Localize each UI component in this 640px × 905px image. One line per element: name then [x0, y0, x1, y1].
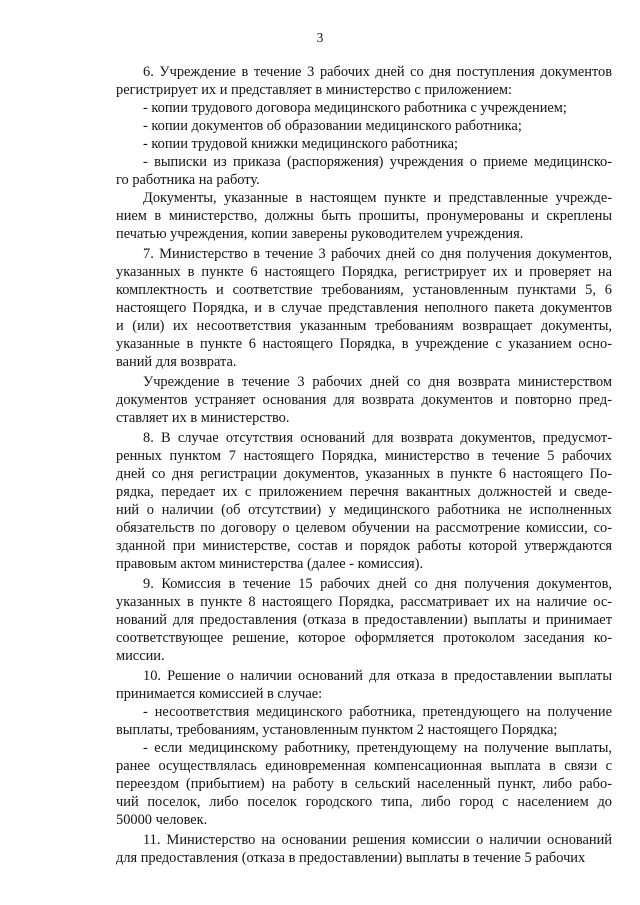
text-line: регистрирует их и представляет в министерство с приложением: — [116, 82, 513, 98]
text-line: принимается комиссией в случае: — [116, 686, 323, 702]
text-line: документов устраняет основания для возврата документов и повторно пред- — [116, 392, 612, 408]
paragraph-p9 — [116, 575, 612, 665]
text-line: зданной при министерстве, состав и порядок работы которой утверждаются — [116, 538, 612, 554]
paragraph-p6 — [116, 63, 612, 99]
text-line: соответствующее решение, которое оформляется протоколом заседания ко- — [116, 630, 612, 646]
text-line: чий поселок, либо поселок городского типа, либо город с населением до — [116, 794, 612, 810]
text-line: го работника на работу. — [116, 172, 260, 188]
text-line: указанных в пункте 8 настоящего Порядка, рассматривает их на наличие ос- — [116, 594, 612, 610]
text-line: указанных в пункте 6 настоящего Порядка, регистрирует их и проверяет на — [116, 264, 612, 280]
text-line: для предоставления (отказа в предоставлении) выплаты в течение 5 рабочих — [116, 850, 586, 866]
text-line: нований для предоставления (отказа в предоставлении) выплаты и принимает — [116, 612, 612, 628]
text-line: 7. Министерство в течение 3 рабочих дней со дня получения документов, — [143, 246, 612, 262]
text-line: нием в министерство, должны быть прошиты, пронумерованы и скреплены — [116, 208, 612, 224]
text-line: обязательств по договору о целевом обучении на рассмотрение комиссии, со- — [116, 520, 612, 536]
paragraph-p6-item2 — [116, 117, 612, 135]
text-line: комплектность и соответствие требованиям, установленным пунктами 5, 6 — [116, 282, 612, 298]
paragraph-p7 — [116, 245, 612, 371]
text-line: 10. Решение о наличии оснований для отказа в предоставлении выплаты — [143, 668, 612, 684]
text-line: ний о наличии (об отсутствии) у медицинского работника не исполненных — [116, 502, 612, 518]
text-line: печатью учреждения, копии заверены руководителем учреждения. — [116, 226, 524, 242]
text-line: 50000 человек. — [116, 812, 208, 828]
paragraph-p10-item1 — [116, 703, 612, 739]
text-line: ранее осуществлялась единовременная компенсационная выплата в связи с — [116, 758, 612, 774]
paragraph-p10-item2 — [116, 739, 612, 829]
text-line: - если медицинскому работнику, претендующему на получение выплаты, — [143, 740, 612, 756]
paragraph-p6-docs — [116, 189, 612, 243]
text-line: выплаты, требованиям, установленным пунктом 2 настоящего Порядка; — [116, 722, 558, 738]
text-line: ваний для возврата. — [116, 354, 237, 370]
paragraph-p10 — [116, 667, 612, 703]
text-line: переездом (прибытием) на работу в сельский населенный пункт, либо рабо- — [116, 776, 612, 792]
text-line: ренных пунктом 7 настоящего Порядка, министерство в течение 5 рабочих — [116, 448, 612, 464]
text-line: указанные в пункте 6 настоящего Порядка, в учреждение с указанием осно- — [116, 336, 612, 352]
text-line: ставляет их в министерство. — [116, 410, 290, 426]
text-line: Документы, указанные в настоящем пункте и представленные учрежде- — [143, 190, 612, 206]
text-line: - несоответствия медицинского работника, претендующего на получение — [143, 704, 612, 720]
text-line: настоящего Порядка, и в случае представления неполного пакета документов — [116, 300, 612, 316]
text-line: правовым актом министерства (далее - комиссия). — [116, 556, 424, 572]
page-number: 3 — [316, 30, 324, 45]
text-line: 6. Учреждение в течение 3 рабочих дней со дня поступления документов — [143, 64, 612, 80]
text-line: - копии трудового договора медицинского работника с учреждением; — [143, 100, 567, 116]
text-line: 11. Министерство на основании решения комиссии о наличии оснований — [143, 832, 612, 848]
text-line: рядка, передает их с приложением перечня вакантных должностей и сведе- — [116, 484, 612, 500]
paragraph-p6-item3 — [116, 135, 612, 153]
document-body — [116, 63, 612, 867]
paragraph-p6-item4 — [116, 153, 612, 189]
text-line: миссии. — [116, 648, 165, 664]
text-line: - копии трудовой книжки медицинского работника; — [143, 136, 459, 152]
text-line: - копии документов об образовании медицинского работника; — [143, 118, 522, 134]
text-line: - выписки из приказа (распоряжения) учреждения о приеме медицинско- — [143, 154, 612, 170]
paragraph-p8 — [116, 429, 612, 573]
text-line: 9. Комиссия в течение 15 рабочих дней со дня получения документов, — [143, 576, 612, 592]
text-line: Учреждение в течение 3 рабочих дней со дня возврата министерством — [143, 374, 612, 390]
text-line: дней со дня регистрации документов, указанных в пункте 6 настоящего По- — [116, 466, 612, 482]
paragraph-p6-item1 — [116, 99, 612, 117]
text-line: 8. В случае отсутствия оснований для возврата документов, предусмот- — [143, 430, 612, 446]
text-line: и (или) их несоответствия указанным требованиям возвращает документы, — [116, 318, 612, 334]
paragraph-p7-return — [116, 373, 612, 427]
paragraph-p11 — [116, 831, 612, 867]
